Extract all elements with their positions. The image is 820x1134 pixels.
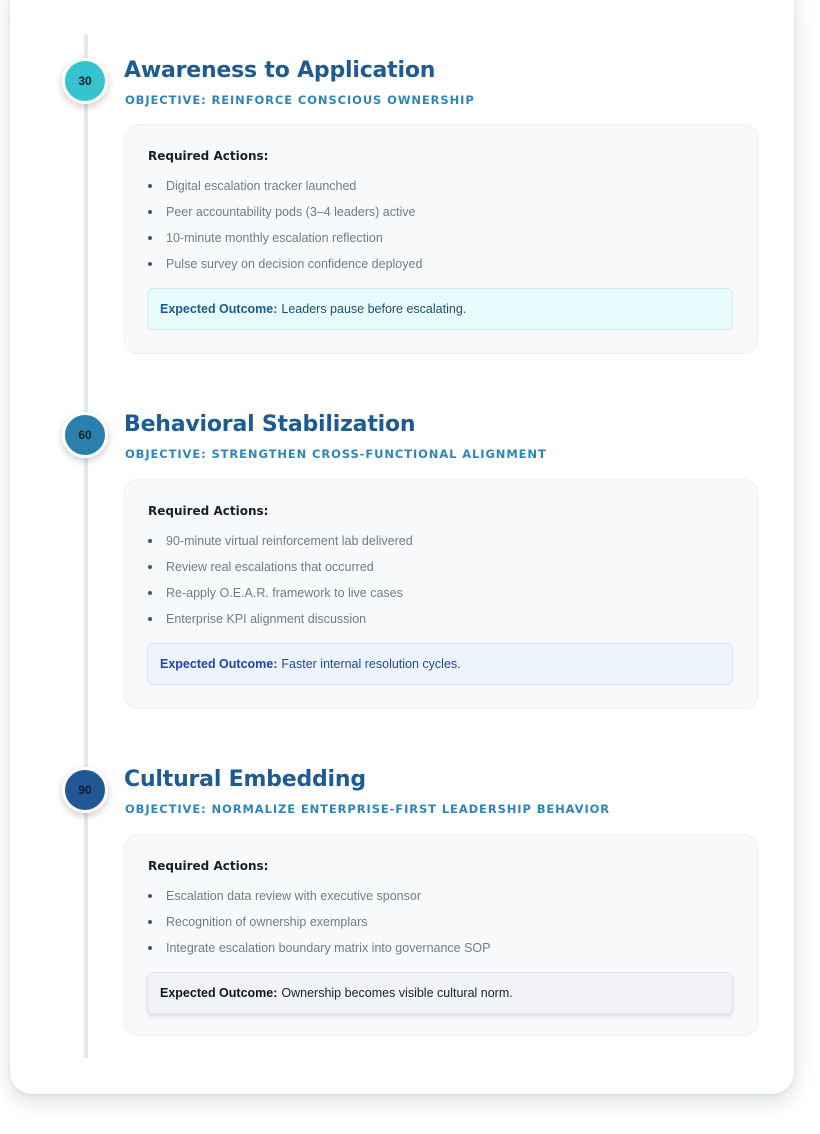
phase-title: Cultural Embedding bbox=[124, 767, 366, 792]
expected-outcome-label: Expected Outcome: bbox=[160, 657, 278, 671]
list-item: Digital escalation tracker launched bbox=[147, 177, 422, 203]
day-marker-60: 60 bbox=[62, 412, 108, 458]
required-actions-label: Required Actions: bbox=[148, 504, 269, 518]
expected-outcome-label: Expected Outcome: bbox=[160, 302, 278, 316]
list-item: Integrate escalation boundary matrix into governance SOP bbox=[147, 939, 491, 965]
expected-outcome bbox=[147, 288, 733, 330]
list-item: 90-minute virtual reinforcement lab delivered bbox=[147, 532, 413, 558]
expected-outcome-text: Ownership becomes visible cultural norm. bbox=[281, 986, 513, 1000]
list-item: Re-apply O.E.A.R. framework to live cases bbox=[147, 584, 413, 610]
list-item: Review real escalations that occurred bbox=[147, 558, 413, 584]
phase-title: Awareness to Application bbox=[124, 58, 436, 83]
phase-objective: OBJECTIVE: NORMALIZE ENTERPRISE-FIRST LEADERSHIP BEHAVIOR bbox=[125, 802, 611, 816]
list-item: Enterprise KPI alignment discussion bbox=[147, 610, 413, 636]
day-marker-30: 30 bbox=[62, 58, 108, 104]
list-item: Pulse survey on decision confidence deployed bbox=[147, 255, 422, 281]
required-actions-label: Required Actions: bbox=[148, 149, 269, 163]
phase-details-box bbox=[124, 834, 758, 1036]
actions-list bbox=[147, 532, 413, 636]
phase-objective: OBJECTIVE: STRENGTHEN CROSS-FUNCTIONAL ALIGNMENT bbox=[125, 447, 547, 461]
actions-list bbox=[147, 887, 491, 965]
actions-list bbox=[147, 177, 422, 281]
required-actions-label: Required Actions: bbox=[148, 859, 269, 873]
list-item: Escalation data review with executive sponsor bbox=[147, 887, 491, 913]
phase-details-box bbox=[124, 479, 758, 709]
list-item: Recognition of ownership exemplars bbox=[147, 913, 491, 939]
day-marker-90: 90 bbox=[62, 767, 108, 813]
expected-outcome-text: Faster internal resolution cycles. bbox=[281, 657, 461, 671]
expected-outcome bbox=[147, 972, 733, 1014]
list-item: 10-minute monthly escalation reflection bbox=[147, 229, 422, 255]
phase-objective: OBJECTIVE: REINFORCE CONSCIOUS OWNERSHIP bbox=[125, 93, 475, 107]
list-item: Peer accountability pods (3–4 leaders) active bbox=[147, 203, 422, 229]
expected-outcome-text: Leaders pause before escalating. bbox=[281, 302, 467, 316]
timeline-line bbox=[84, 34, 88, 1058]
expected-outcome-label: Expected Outcome: bbox=[160, 986, 278, 1000]
phase-title: Behavioral Stabilization bbox=[124, 412, 416, 437]
phase-details-box bbox=[124, 124, 758, 354]
expected-outcome bbox=[147, 643, 733, 685]
